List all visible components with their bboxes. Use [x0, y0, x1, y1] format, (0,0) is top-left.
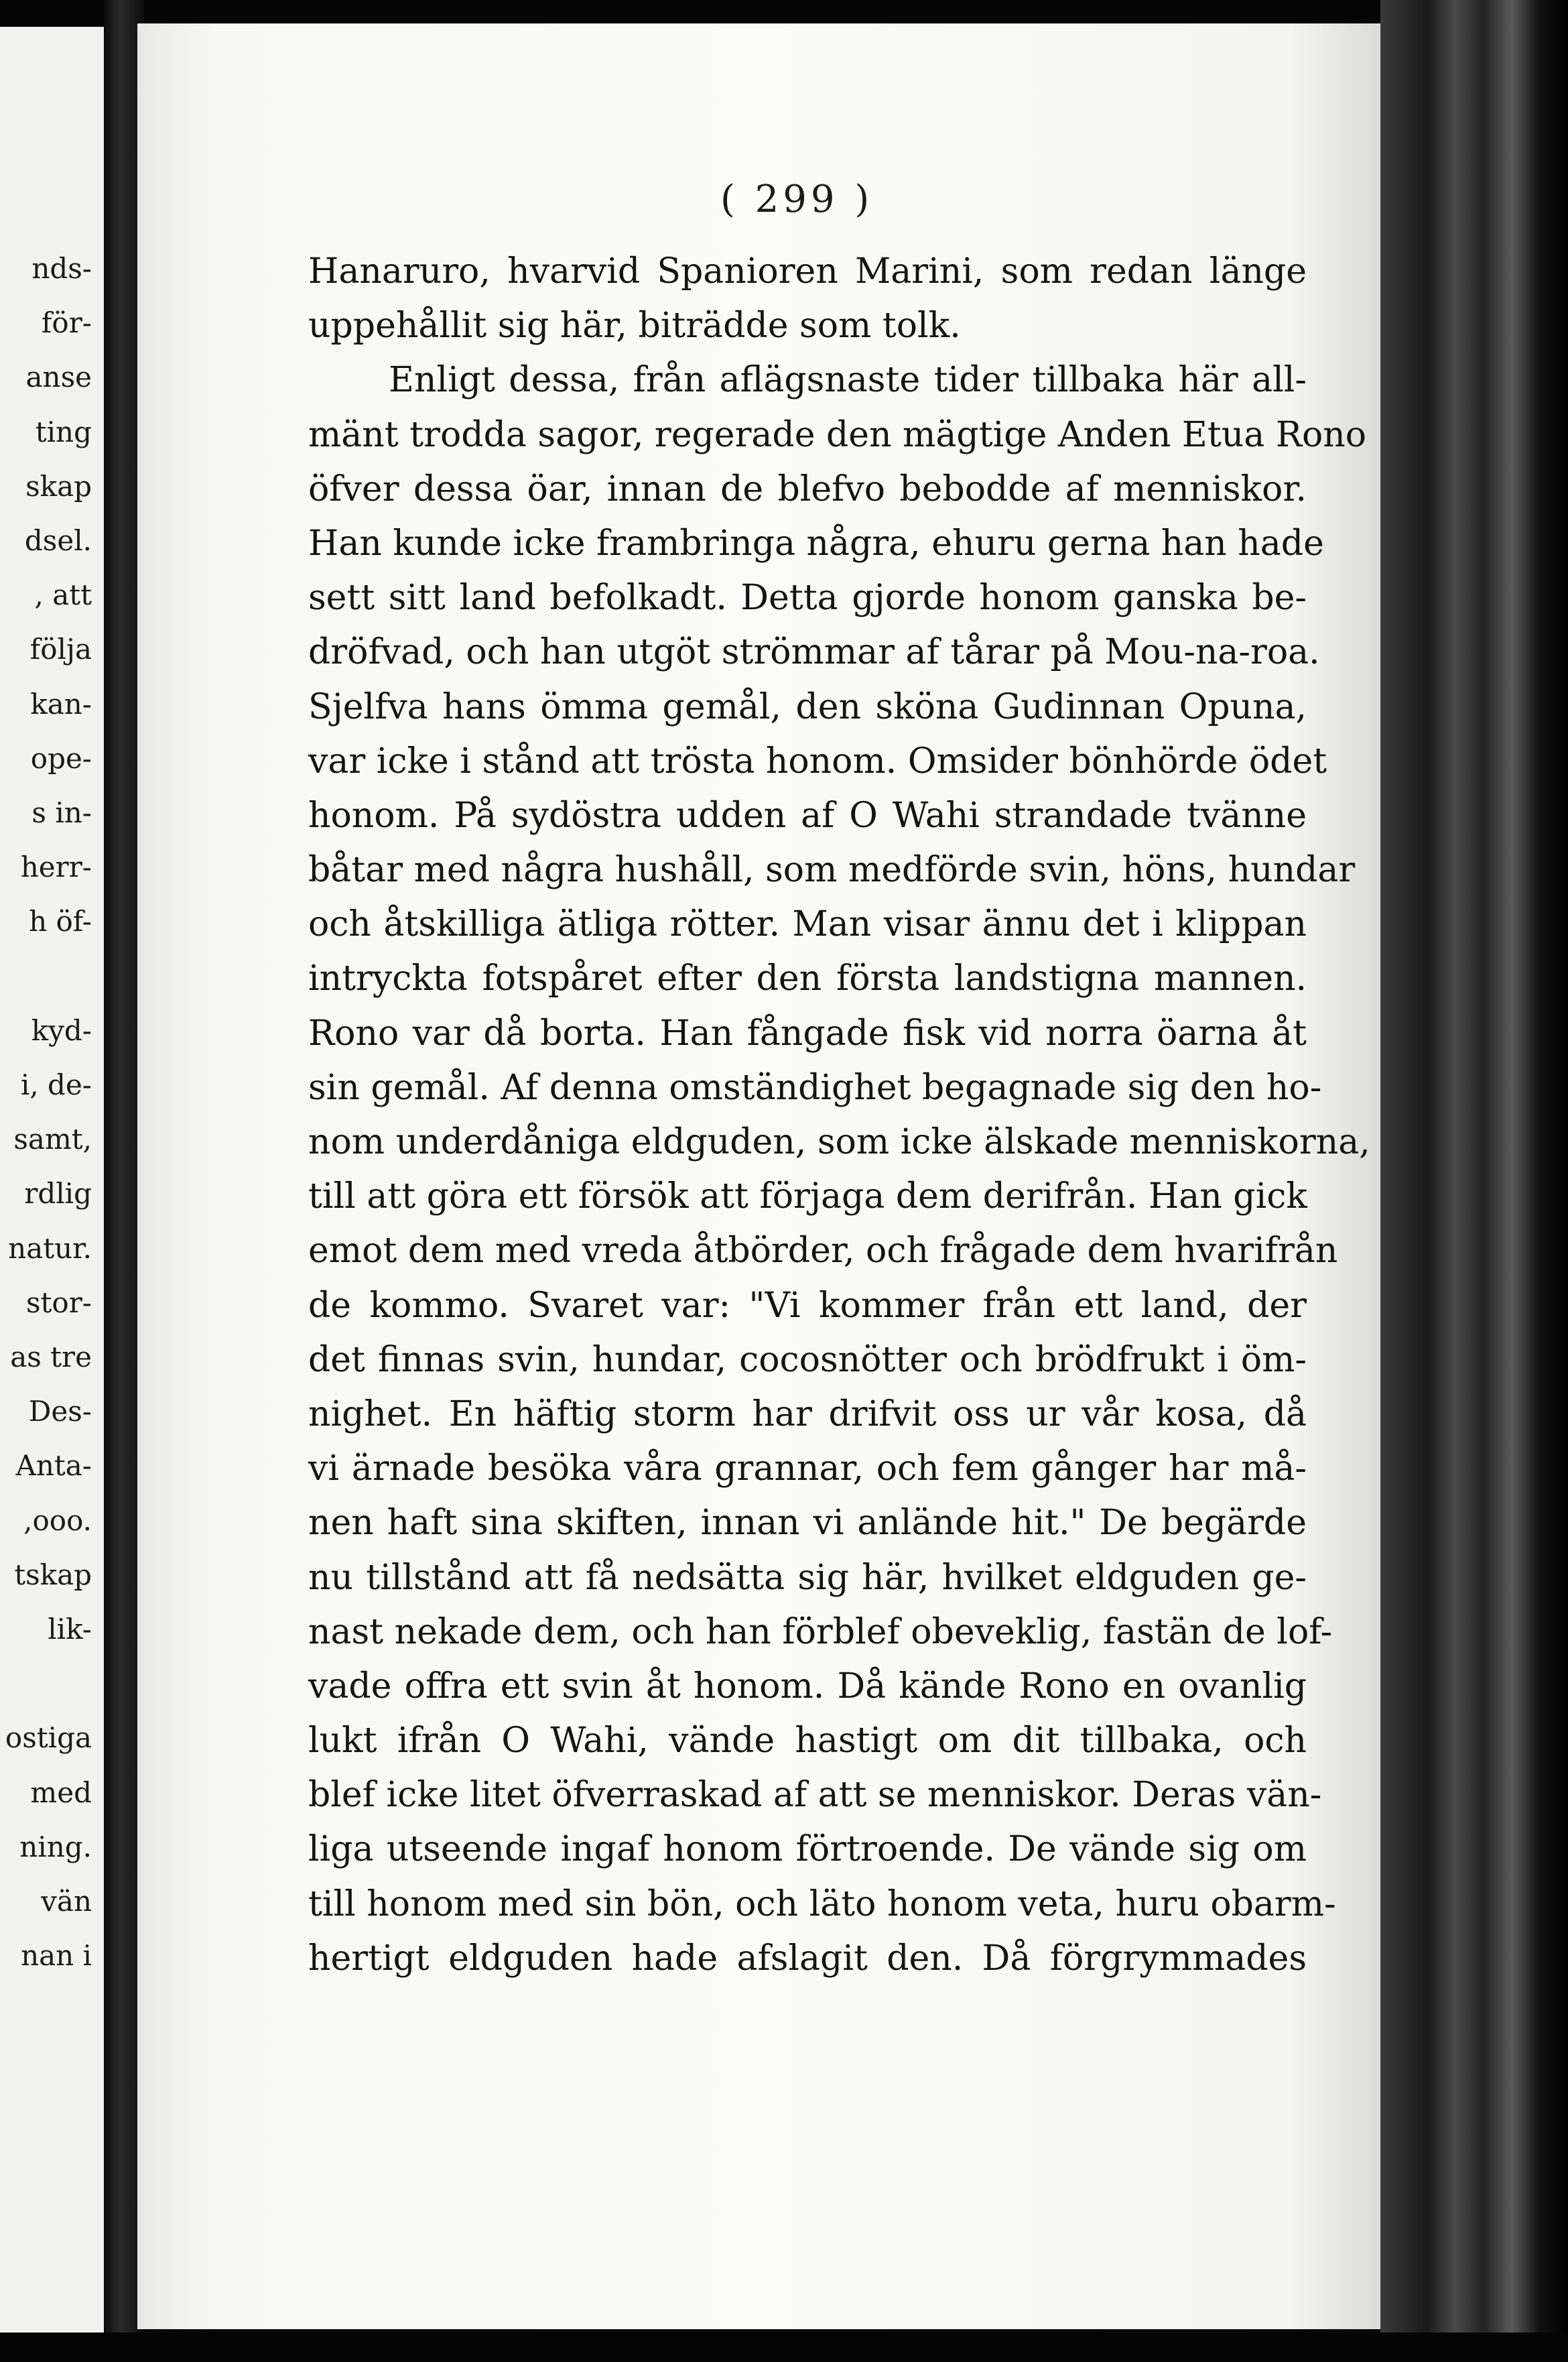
text-line: nen haft sina skiften, innan vi anlände hit." De begärde: [308, 1503, 1307, 1544]
text-line: Rono var då borta. Han fångade fisk vid norra öarna åt: [308, 1013, 1307, 1054]
text-line: vi ärnade besöka våra grannar, och fem gånger har må-: [308, 1448, 1307, 1489]
left-page-fragment: Anta-: [15, 1449, 92, 1483]
left-page-fragment: med: [30, 1776, 92, 1809]
left-page-fragment: ope-: [30, 741, 92, 775]
left-page-fragment: s in-: [31, 796, 92, 829]
left-page-fragment: kyd-: [31, 1013, 92, 1047]
text-line: hertigt eldguden hade afslagit den. Då förgrymmades: [308, 1938, 1307, 1979]
left-page-fragment: Des-: [28, 1395, 92, 1428]
book-page: [137, 23, 1390, 2329]
left-page-fragment: dsel.: [24, 524, 92, 557]
left-page-fragment: as tre: [10, 1341, 92, 1373]
page-number: ( 299 ): [720, 178, 874, 221]
text-line: emot dem med vreda åtbörder, och frågade dem hvarifrån: [308, 1231, 1338, 1271]
book-binding-edge: [1380, 0, 1568, 2362]
text-line: honom. På sydöstra udden af O Wahi strandade tvänne: [308, 795, 1307, 836]
text-line: till att göra ett försök att förjaga dem derifrån. Han gick: [308, 1176, 1307, 1217]
left-page-fragment: för-: [41, 306, 92, 340]
text-line: intryckta fotspåret efter den första landstigna mannen.: [308, 958, 1307, 999]
text-line: det finnas svin, hundar, cocosnötter och brödfrukt i öm-: [308, 1339, 1307, 1380]
left-page-fragment: herr-: [20, 851, 92, 884]
body-text: [308, 245, 1370, 1986]
left-page-fragment: i, de-: [20, 1068, 92, 1101]
scan-bottom-border: [0, 2333, 1568, 2362]
left-page-fragment: ting: [35, 415, 92, 448]
text-line: nu tillstånd att få nedsätta sig här, hvilket eldguden ge-: [308, 1557, 1307, 1598]
text-line: och åtskilliga ätliga rötter. Man visar ännu det i klippan: [308, 904, 1307, 945]
text-line: Enligt dessa, från aflägsnaste tider tillbaka här all-: [389, 360, 1307, 401]
left-page-fragment: lik-: [48, 1613, 92, 1645]
left-page-fragment: nan i: [21, 1939, 92, 1973]
text-line: nighet. En häftig storm har drifvit oss ur vår kosa, då: [308, 1393, 1307, 1434]
left-page-fragment: ,ooo.: [23, 1503, 92, 1537]
left-page-fragment: , att: [34, 578, 92, 612]
text-line: lukt ifrån O Wahi, vände hastigt om dit tillbaka, och: [308, 1721, 1307, 1761]
text-line: nom underdåniga eldguden, som icke älskade menniskorna,: [308, 1122, 1370, 1162]
text-line: Han kunde icke frambringa några, ehuru gerna han hade: [308, 523, 1324, 564]
text-line: var icke i stånd att trösta honom. Omsider bönhörde ödet: [308, 741, 1327, 782]
text-line: till honom med sin bön, och läto honom veta, huru obarm-: [308, 1883, 1336, 1924]
left-page-fragment: natur.: [8, 1231, 92, 1265]
text-line: båtar med några hushåll, som medförde svin, höns, hundar: [308, 850, 1356, 891]
text-line: nast nekade dem, och han förblef obeveklig, fastän de lof-: [308, 1611, 1333, 1652]
text-line: de kommo. Svaret var: "Vi kommer från ett land, der: [308, 1285, 1307, 1326]
left-page-fragment: tskap: [14, 1558, 92, 1591]
left-page-fragment: vän: [41, 1885, 92, 1918]
left-page-fragment: anse: [25, 361, 92, 394]
text-line: mänt trodda sagor, regerade den mägtige Anden Etua Rono: [308, 414, 1367, 455]
scan-top-border: [0, 0, 1568, 27]
text-line: dröfvad, och han utgöt strömmar af tårar på Mou-na-roa.: [308, 632, 1320, 673]
text-line: Hanaruro, hvarvid Spanioren Marini, som redan länge: [308, 251, 1307, 292]
text-line: sin gemål. Af denna omständighet begagnade sig den ho-: [308, 1067, 1322, 1108]
text-line: vade offra ett svin åt honom. Då kände Rono en ovanlig: [308, 1666, 1307, 1706]
left-page-fragment: rdlig: [24, 1177, 92, 1210]
left-page-fragment: ning.: [19, 1830, 92, 1863]
left-page-fragment: stor-: [26, 1286, 92, 1319]
text-line: Sjelfva hans ömma gemål, den sköna Gudinnan Opuna,: [308, 686, 1307, 727]
left-page-fragment: h öf-: [29, 905, 92, 938]
left-page-fragment: samt,: [13, 1123, 92, 1156]
text-line: öfver dessa öar, innan de blefvo bebodde af menniskor.: [308, 469, 1307, 509]
text-line: sett sitt land befolkadt. Detta gjorde honom ganska be-: [308, 578, 1307, 619]
left-page-fragment: kan-: [30, 687, 92, 721]
left-page-fragment: ostiga: [5, 1721, 92, 1755]
text-line: uppehållit sig här, biträdde som tolk.: [308, 306, 961, 347]
left-page-fragment: nds-: [31, 252, 92, 285]
left-page-fragment: följa: [29, 633, 92, 666]
text-line: liga utseende ingaf honom förtroende. De vände sig om: [308, 1829, 1307, 1870]
left-page-fragment: skap: [25, 469, 92, 503]
adjacent-left-page: [0, 27, 104, 2339]
text-line: blef icke litet öfverraskad af att se menniskor. Deras vän-: [308, 1775, 1322, 1816]
